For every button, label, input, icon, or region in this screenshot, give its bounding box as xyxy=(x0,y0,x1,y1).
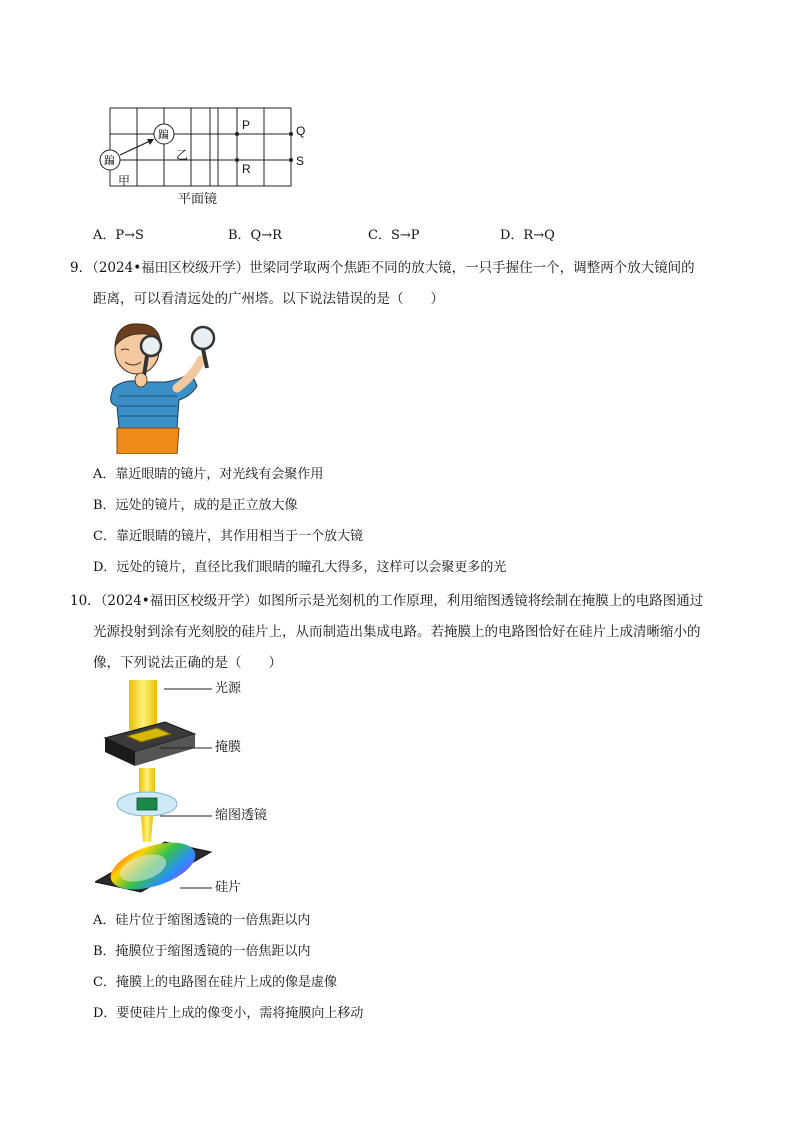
label-yi: 乙 xyxy=(176,148,189,162)
point-s xyxy=(289,158,293,162)
label-leader-lines xyxy=(150,680,220,900)
point-q xyxy=(289,132,293,136)
label-p: P xyxy=(242,118,251,132)
point-r xyxy=(235,158,239,162)
label-reduction-lens: 缩图透镜 xyxy=(215,808,268,823)
q10-option-c[interactable]: C．掩膜上的电路图在硅片上成的像是虚像 xyxy=(93,975,337,990)
move-arrow xyxy=(120,140,152,155)
label-r: R xyxy=(242,162,251,176)
boy-magnifier-illustration xyxy=(95,316,220,454)
q8-option-a[interactable]: A．P→S xyxy=(93,228,144,243)
q8-option-d[interactable]: D．R→Q xyxy=(500,228,555,243)
label-mask: 掩膜 xyxy=(215,740,242,755)
q9-stem-line1: 9．（2024•福田区校级开学）世梁同学取两个焦距不同的放大镜，一只手握住一个，调整两个放大镜间的 xyxy=(70,260,695,276)
q10-stem-line2: 光源投射到涂有光刻胶的硅片上，从而制造出集成电路。若掩膜上的电路图恰好在硅片上成清晰缩小的 xyxy=(93,624,701,640)
q9-stem-line2: 距离，可以看清远处的广州塔。以下说法错误的是（ ） xyxy=(93,291,444,307)
q9-option-c[interactable]: C．靠近眼睛的镜片，其作用相当于一个放大镜 xyxy=(93,529,363,544)
q10-option-b[interactable]: B．掩膜位于缩图透镜的一倍焦距以内 xyxy=(93,944,311,959)
q9-option-a[interactable]: A．靠近眼睛的镜片，对光线有会聚作用 xyxy=(93,467,324,482)
q10-stem-line3: 像，下列说法正确的是（ ） xyxy=(93,655,282,671)
q10-stem-line1: 10．（2024•福田区校级开学）如图所示是光刻机的工作原理，利用缩图透镜将绘制在掩膜上的电路图通过 xyxy=(70,593,704,609)
q9-option-d[interactable]: D．远处的镜片，直径比我们眼睛的瞳孔大得多，这样可以会聚更多的光 xyxy=(93,560,507,575)
mirror-caption: 平面镜 xyxy=(178,192,218,207)
q10-option-a[interactable]: A．硅片位于缩图透镜的一倍焦距以内 xyxy=(93,913,311,928)
q8-option-b[interactable]: B．Q→R xyxy=(228,228,282,243)
q9-option-b[interactable]: B．远处的镜片，成的是正立放大像 xyxy=(93,498,298,513)
point-p xyxy=(235,132,239,136)
tile-jia-text: 蹁 xyxy=(104,154,115,167)
q8-option-c[interactable]: C．S→P xyxy=(368,228,420,243)
label-wafer: 硅片 xyxy=(215,880,242,895)
q10-option-d[interactable]: D．要使硅片上成的像变小，需将掩膜向上移动 xyxy=(93,1006,364,1021)
label-q: Q xyxy=(296,124,306,138)
label-jia: 甲 xyxy=(118,174,131,188)
tile-yi-text: 蹁 xyxy=(158,128,169,141)
label-s: S xyxy=(296,154,305,168)
label-light-source: 光源 xyxy=(215,681,242,696)
